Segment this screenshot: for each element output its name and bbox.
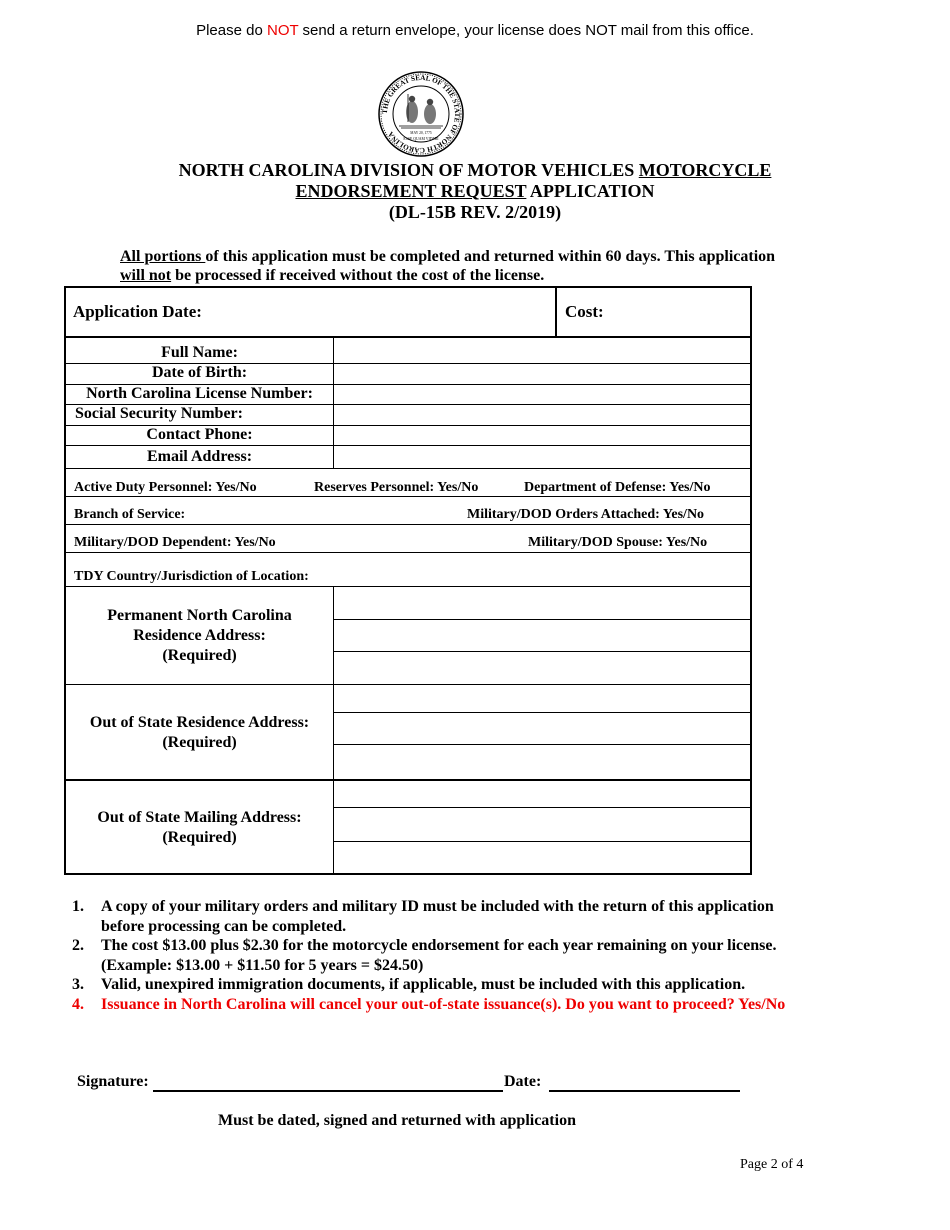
permanent-nc-address-label: Permanent North Carolina Residence Address: (Required)	[107, 607, 292, 664]
signature-field[interactable]	[153, 1072, 503, 1092]
branch-of-service-label: Branch of Service:	[74, 507, 186, 522]
date-of-birth-field[interactable]	[335, 365, 750, 383]
oos-mailing-line-2[interactable]	[336, 809, 750, 839]
cancel-issuance-question[interactable]: 4. Issuance in North Carolina will cancel your out-of-state issuance(s). Do you want to proceed? Yes/No	[72, 995, 786, 1013]
out-of-state-residence-label: Out of State Residence Address: (Required)	[89, 714, 310, 751]
oos-mailing-line-1[interactable]	[336, 782, 750, 805]
permanent-address-line-3[interactable]	[336, 653, 750, 682]
form-id: (DL-15B REV. 2/2019)	[388, 202, 562, 222]
nc-state-seal-icon	[377, 70, 465, 158]
signature-footnote: Must be dated, signed and returned with application	[218, 1112, 576, 1129]
permanent-address-line-1[interactable]	[336, 588, 750, 617]
reserves-question[interactable]: Reserves Personnel: Yes/No	[314, 480, 479, 495]
requirements-list	[72, 897, 872, 1014]
oos-residence-line-3[interactable]	[336, 746, 750, 777]
list-item: 2. The cost $13.00 plus $2.30 for the motorcycle endorsement for each year remaining on your license. (Example: $13.00 + $11.50 for 5 years = $24.50)	[72, 937, 777, 974]
dod-question[interactable]: Department of Defense: Yes/No	[524, 480, 711, 495]
oos-residence-line-1[interactable]	[336, 686, 750, 710]
orders-attached-question[interactable]: Military/DOD Orders Attached: Yes/No	[467, 507, 705, 522]
application-form	[64, 286, 752, 875]
not-emphasis: NOT	[266, 22, 299, 39]
completion-instructions: All portions of this application must be completed and returned within 60 days. This application will not be processed if received without the cost of the license.	[120, 248, 776, 284]
date-of-birth-label: Date of Birth:	[151, 364, 248, 381]
out-of-state-mailing-label: Out of State Mailing Address: (Required)	[97, 809, 302, 846]
page-number: Page 2 of 4	[740, 1157, 804, 1172]
nc-license-number-label: North Carolina License Number:	[86, 385, 313, 402]
cost-label: Cost:	[565, 302, 604, 321]
email-address-label: Email Address:	[146, 448, 253, 465]
signature-label: Signature:	[77, 1073, 149, 1090]
full-name-label: Full Name:	[161, 344, 238, 361]
permanent-address-line-2[interactable]	[336, 621, 750, 650]
spouse-question[interactable]: Military/DOD Spouse: Yes/No	[528, 535, 708, 550]
svg-text:ESSE QUAM VIDERI: ESSE QUAM VIDERI	[403, 137, 439, 141]
ssn-field[interactable]	[335, 406, 750, 424]
signature-date-field[interactable]	[549, 1072, 740, 1092]
application-date-field[interactable]	[166, 292, 546, 334]
svg-text:THE GREAT SEAL OF THE STATE OF: THE GREAT SEAL OF THE STATE OF NORTH CAROLINA	[380, 73, 462, 155]
return-envelope-notice: Please do NOT send a return envelope, your license does NOT mail from this office.	[196, 22, 754, 39]
contact-phone-label: Contact Phone:	[146, 426, 253, 443]
full-name-field[interactable]	[335, 338, 750, 362]
list-item: 3. Valid, unexpired immigration documents, if applicable, must be included with this application.	[72, 976, 746, 993]
application-date-label: Application Date:	[73, 302, 202, 321]
contact-phone-field[interactable]	[335, 427, 750, 444]
oos-residence-line-2[interactable]	[336, 714, 750, 742]
nc-license-number-field[interactable]	[335, 386, 750, 403]
tdy-location-label: TDY Country/Jurisdiction of Location:	[74, 569, 309, 584]
cost-field[interactable]	[611, 292, 741, 334]
branch-of-service-field[interactable]	[216, 500, 456, 522]
tdy-location-field[interactable]	[336, 556, 746, 584]
date-label: Date:	[504, 1073, 542, 1090]
svg-text:MAY 20, 1775: MAY 20, 1775	[410, 131, 432, 135]
oos-mailing-line-3[interactable]	[336, 843, 750, 871]
active-duty-question[interactable]: Active Duty Personnel: Yes/No	[74, 480, 257, 495]
ssn-label: Social Security Number:	[75, 405, 243, 422]
dependent-question[interactable]: Military/DOD Dependent: Yes/No	[74, 535, 276, 550]
email-address-field[interactable]	[335, 447, 750, 467]
form-title: NORTH CAROLINA DIVISION OF MOTOR VEHICLES MOTORCYCLE ENDORSEMENT REQUEST APPLICATION (DL-15B REV. 2/2019)	[0, 160, 950, 223]
list-item: 1. A copy of your military orders and military ID must be included with the return of this application before processing can be completed.	[72, 898, 774, 935]
